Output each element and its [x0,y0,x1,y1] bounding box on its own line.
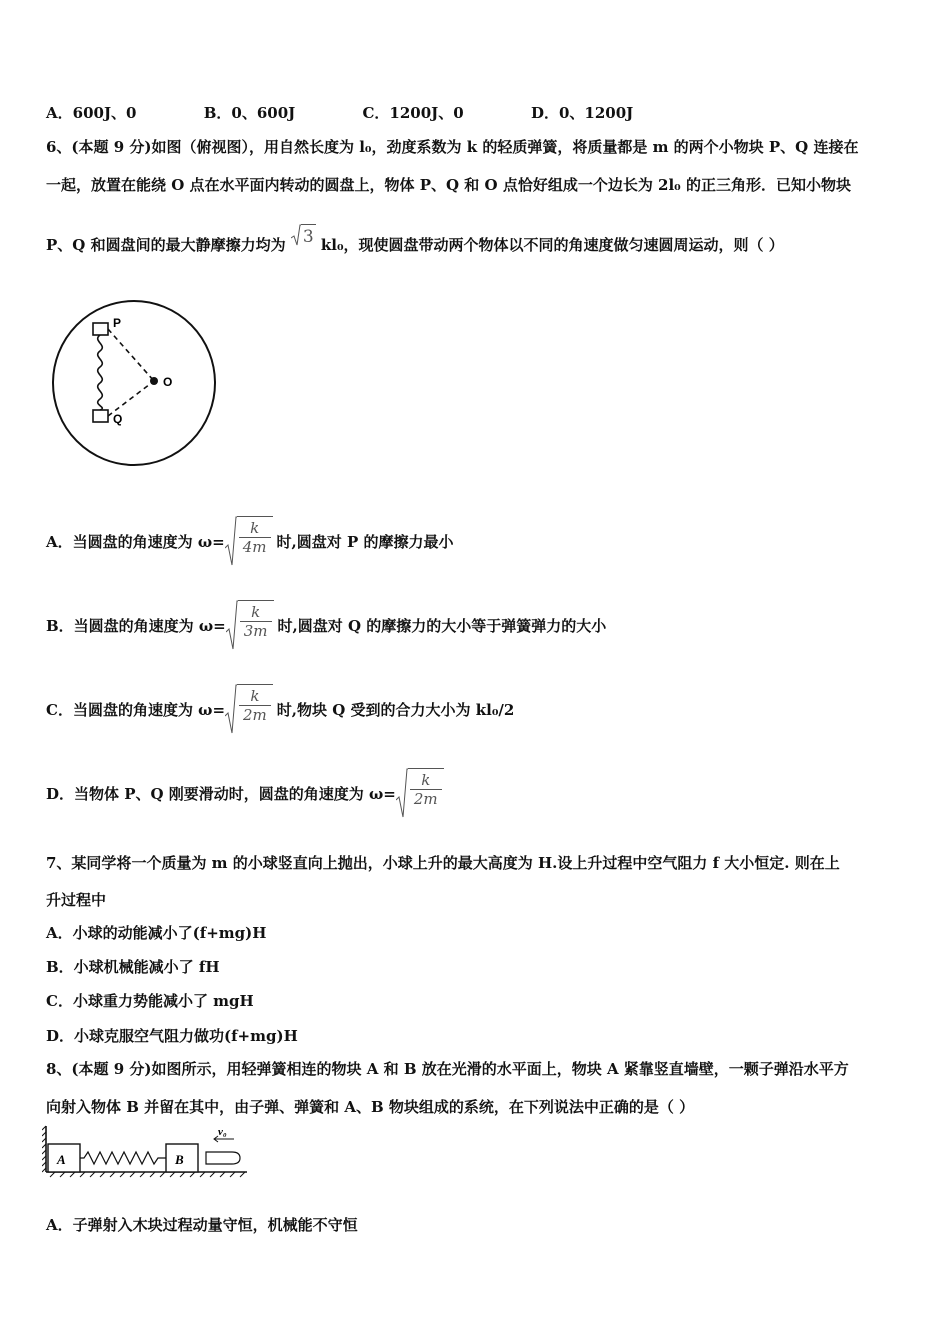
q6-option-c-pre: C．当圆盘的角速度为 ω= [46,700,226,719]
spring-ab [80,1152,166,1164]
label-o: O [163,375,173,389]
frac-b-num: k [251,603,261,621]
spring-block-figure [42,1124,252,1182]
spring [98,335,103,410]
q7-option-d: D．小球克服空气阻力做功(f+mg)H [46,1027,298,1045]
q6-option-a-post: 时,圆盘对 P 的摩擦力最小 [276,532,454,551]
q6-line3-a: P、Q 和圆盘间的最大静摩擦力均为 [46,236,286,254]
center-point-o [150,377,158,385]
q6-option-b-pre: B．当圆盘的角速度为 ω= [46,616,226,635]
q8-line1: 8、(本题 9 分)如图所示，用轻弹簧相连的物块 A 和 B 放在光滑的水平面上，物块 A 紧靠竖直墙壁，一颗子弹沿水平方 [46,1060,849,1078]
frac-c-num: k [250,687,260,705]
sqrt-fraction-c [225,684,273,734]
sqrt-fraction-d [396,768,444,818]
q6-line3-b: kl₀，现使圆盘带动两个物体以不同的角速度做匀速圆周运动，则（ ） [320,236,784,254]
dashed-line-po [108,329,154,381]
disc-outline [53,301,215,465]
q6-option-c-post: 时,物块 Q 受到的合力大小为 kl₀/2 [276,700,515,719]
block-p [93,323,108,335]
q5-option-b: B．0、600J [203,104,296,122]
frac-a-den: 4m [239,537,271,556]
q6-line3 [46,224,784,255]
sqrt-3-value: 3 [301,224,316,247]
q6-option-d [46,768,444,818]
q6-option-d-pre: D．当物体 P、Q 刚要滑动时，圆盘的角速度为 ω= [46,784,396,803]
label-v0: v₀ [218,1126,227,1138]
q7-option-a: A．小球的动能减小了(f+mg)H [46,924,267,942]
q6-line1: 6、(本题 9 分)如图（俯视图），用自然长度为 l₀，劲度系数为 k 的轻质弹簧，将质量都是 m 的两个小物块 P、Q 连接在 [46,138,859,156]
q5-option-d: D．0、1200J [530,104,634,122]
block-q [93,410,108,422]
q5-option-a: A．600J、0 [46,104,137,122]
q7-line1: 7、某同学将一个质量为 m 的小球竖直向上抛出，小球上升的最大高度为 H.设上升过程中空气阻力 f 大小恒定. 则在上 [46,854,840,872]
label-p: P [113,316,122,330]
sqrt-fraction-b [226,600,274,650]
q5-options [46,102,695,123]
frac-b-den: 3m [240,621,272,640]
q6-option-a [46,516,453,566]
dashed-line-qo [108,381,154,416]
sqrt-3 [291,224,316,247]
label-q: Q [113,412,123,426]
q7-option-b: B．小球机械能减小了 fH [46,958,220,976]
disc-figure [50,297,220,472]
q5-option-c: C．1200J、0 [362,104,464,122]
q8-line2: 向射入物体 B 并留在其中，由子弹、弹簧和 A、B 物块组成的系统，在下列说法中正确的是（ ） [46,1098,695,1116]
q7-option-c: C．小球重力势能减小了 mgH [46,992,254,1010]
q6-option-a-pre: A．当圆盘的角速度为 ω= [46,532,225,551]
label-b: B [175,1152,184,1167]
frac-c-den: 2m [239,705,271,724]
q8-option-a: A．子弹射入木块过程动量守恒，机械能不守恒 [46,1216,358,1234]
sqrt-fraction-a [225,516,273,566]
q7-line2: 升过程中 [46,891,107,909]
q6-option-b [46,600,606,650]
frac-d-den: 2m [410,789,442,808]
q6-line2: 一起，放置在能绕 O 点在水平面内转动的圆盘上，物体 P、Q 和 O 点恰好组成一个边长为 2l₀ 的正三角形．已知小物块 [46,176,851,194]
q6-option-c [46,684,514,734]
frac-a-num: k [250,519,260,537]
frac-d-num: k [421,771,431,789]
q6-option-b-post: 时,圆盘对 Q 的摩擦力的大小等于弹簧弹力的大小 [277,616,607,635]
label-a: A [57,1152,66,1167]
bullet [206,1152,240,1164]
